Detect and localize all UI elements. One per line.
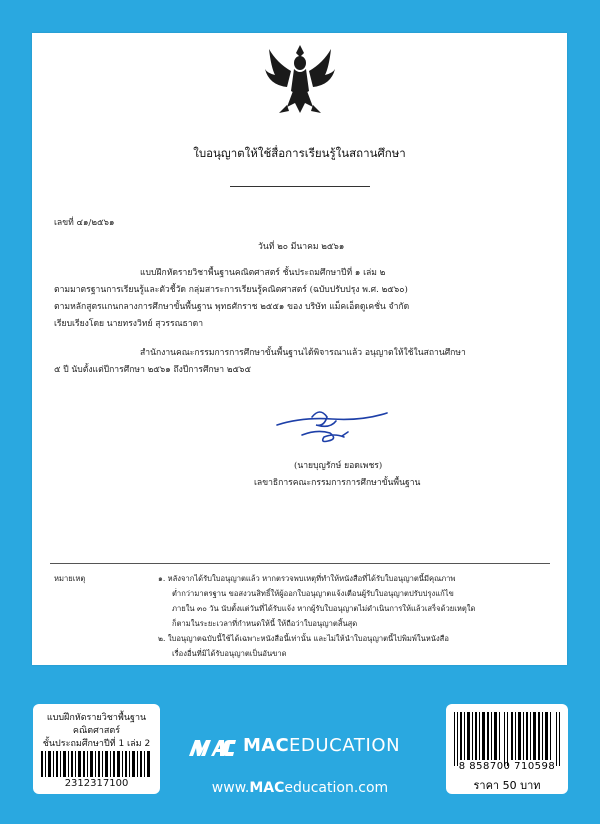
- notes-label: หมายเหตุ: [54, 574, 86, 583]
- body-line: เรียบเรียงโดย นายทรงวิทย์ สุวรรณธาดา: [54, 319, 204, 329]
- signer-name: (นายบุญรักษ์ ยอดเพชร): [294, 461, 383, 471]
- signer-title: เลขาธิการคณะกรรมการการศึกษาขั้นพื้นฐาน: [254, 478, 421, 488]
- document-title: ใบอนุญาตให้ใช้สื่อการเรียนรู้ในสถานศึกษา: [193, 146, 406, 160]
- product-barcode-icon: [41, 751, 152, 777]
- approval-line: ๕ ปี นับตั้งแต่ปีการศึกษา ๒๕๖๑ ถึงปีการศึกษา ๒๕๖๕: [54, 365, 251, 375]
- notes-divider: [50, 563, 550, 564]
- product-code: 2312317100: [64, 778, 129, 789]
- book-label-line: แบบฝึกหัดรายวิชาพื้นฐาน: [46, 713, 147, 723]
- license-document: [32, 33, 567, 665]
- body-line: ตามหลักสูตรแกนกลางการศึกษาขั้นพื้นฐาน พุทธศักราช ๒๕๕๑ ของ บริษัท แม็คเอ็ดดูเคชั่น จำกัด: [54, 302, 410, 312]
- book-label-line: คณิตศาสตร์: [72, 726, 121, 736]
- document-date: วันที่ ๒๐ มีนาคม ๒๕๖๑: [258, 242, 345, 252]
- book-label-line: ชั้นประถมศึกษาปีที่ 1 เล่ม 2: [42, 739, 151, 749]
- isbn-barcode-box: [446, 704, 568, 794]
- note-line: ๑. หลังจากได้รับใบอนุญาตแล้ว หากตรวจพบเหตุที่ทำให้หนังสือที่ได้รับใบอนุญาตนี้มีคุณภาพ: [158, 574, 456, 583]
- title-divider: [230, 186, 370, 187]
- isbn-barcode-icon: [454, 712, 560, 766]
- body-line: ตามมาตรฐานการเรียนรู้และตัวชี้วัด กลุ่มสาระการเรียนรู้คณิตศาสตร์ (ฉบับปรับปรุง พ.ศ. ๒๕๖๐): [54, 285, 408, 295]
- website-url[interactable]: www.MACeducation.com: [211, 780, 389, 796]
- note-line: ต่ำกว่ามาตรฐาน ขอสงวนสิทธิ์ให้ผู้ออกใบอนุญาตแจ้งเตือนผู้รับใบอนุญาตปรับปรุงแก้ไข: [172, 589, 454, 598]
- note-line: ก็ตามในระยะเวลาที่กำหนดให้นี้ ให้ถือว่าใบอนุญาตสิ้นสุด: [172, 619, 358, 628]
- isbn-number: 8 858700 710598: [458, 761, 556, 772]
- document-number: เลขที่ ๔๑/๒๕๖๑: [54, 218, 115, 228]
- brand-name: MACEDUCATION: [243, 735, 401, 756]
- signature-icon: [272, 403, 392, 448]
- note-line: ภายใน ๓๐ วัน นับตั้งแต่วันที่ได้รับแจ้ง หากผู้รับใบอนุญาตไม่ดำเนินการให้แล้วเสร็จด้วยเหตุใด: [172, 604, 476, 613]
- note-line: ๒. ใบอนุญาตฉบับนี้ใช้ได้เฉพาะหนังสือนี้เท่านั้น และไม่ให้นำใบอนุญาตนี้ไปพิมพ์ในหนังสือ: [158, 634, 449, 643]
- note-line: เรื่องอื่นที่มิได้รับอนุญาตเป็นอันขาด: [172, 649, 287, 658]
- mac-logo-icon: [189, 738, 237, 756]
- body-line: แบบฝึกหัดรายวิชาพื้นฐานคณิตศาสตร์ ชั้นประถมศึกษาปีที่ ๑ เล่ม ๒: [140, 268, 386, 278]
- price-label: ราคา 50 บาท: [473, 779, 541, 792]
- mac-education-logo: [189, 733, 419, 763]
- approval-line: สำนักงานคณะกรรมการการศึกษาขั้นพื้นฐานได้พิจารณาแล้ว อนุญาตให้ใช้ในสถานศึกษา: [140, 348, 466, 358]
- garuda-emblem-icon: [265, 41, 335, 121]
